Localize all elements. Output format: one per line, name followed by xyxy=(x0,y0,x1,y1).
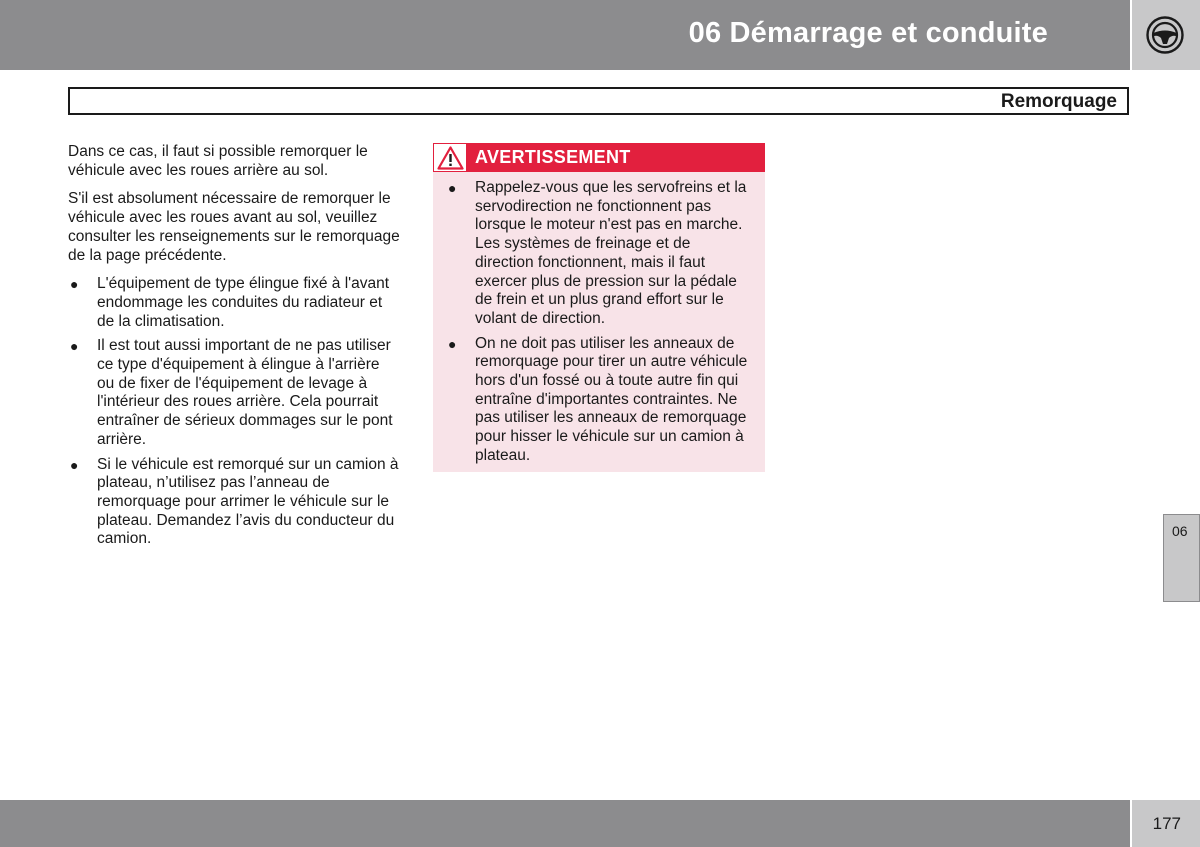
paragraph: S'il est absolument nécessaire de remorquer le véhicule avec les roues avant au sol, veuillez consulter les renseignements sur le remorquage de la page précédente. xyxy=(68,190,400,264)
list-item: ● L'équipement de type élingue fixé à l'avant endommage les conduites du radiateur et de la climatisation. xyxy=(70,275,390,330)
warning-body xyxy=(433,172,765,466)
bullet-icon: ● xyxy=(70,456,79,473)
section-title: Remorquage xyxy=(1000,91,1117,112)
list-item: ● Si le véhicule est remorqué sur un camion à plateau, n’utilisez pas l’anneau de remorquage pour arrimer le véhicule sur le plateau. Demandez l’avis du conducteur du camion. xyxy=(70,455,399,548)
warning-header xyxy=(433,143,765,172)
bullet-icon: ● xyxy=(70,338,79,355)
chapter-side-tab[interactable] xyxy=(1163,514,1200,602)
chapter-icon-box xyxy=(1132,0,1200,70)
header-bar xyxy=(0,0,1130,70)
bullet-icon: ● xyxy=(448,180,457,196)
side-tab-label: 06 xyxy=(1172,523,1188,539)
list-item: ● Il est tout aussi important de ne pas utiliser ce type d'équipement à élingue à l'arrière ou de fixer de l'équipement de levage à l'intérieur des roues arrière. Cela pourrait entraîner de sérieux dommages sur le pont arrière. xyxy=(70,337,393,448)
section-header xyxy=(68,87,1129,115)
warning-box xyxy=(433,143,765,472)
bullet-icon: ● xyxy=(448,335,457,352)
footer-bar xyxy=(0,800,1130,847)
list-item: ● On ne doit pas utiliser les anneaux de remorquage pour tirer un autre véhicule hors d'un fossé ou à toute autre fin qui entraîne d'importantes contraintes. Ne pas utiliser les anneaux de remorquage pour hisser le véhicule sur un camion à plateau. xyxy=(448,334,748,464)
chapter-title: 06 Démarrage et conduite xyxy=(688,17,1048,49)
warning-title: AVERTISSEMENT xyxy=(475,147,631,167)
warning-triangle-icon xyxy=(437,146,464,170)
bullet-list xyxy=(68,275,400,549)
bullet-icon: ● xyxy=(70,276,79,293)
paragraph: Dans ce cas, il faut si possible remorquer le véhicule avec les roues arrière au sol. xyxy=(68,143,368,179)
page-number: 177 xyxy=(1152,814,1181,833)
page-number-box xyxy=(1132,800,1200,847)
warning-bullet-list xyxy=(446,179,753,466)
list-item: ● Rappelez-vous que les servofreins et la servodirection ne fonctionnent pas lorsque le moteur n'est pas en marche. Les systèmes de freinage et de direction fonctionnent, mais il faut exercer plus de pression sur la pédale de frein et un plus grand effort sur le volant de direction. xyxy=(448,179,747,327)
steering-wheel-icon xyxy=(1145,16,1185,54)
warning-icon-box xyxy=(433,143,467,172)
left-column xyxy=(68,143,400,555)
